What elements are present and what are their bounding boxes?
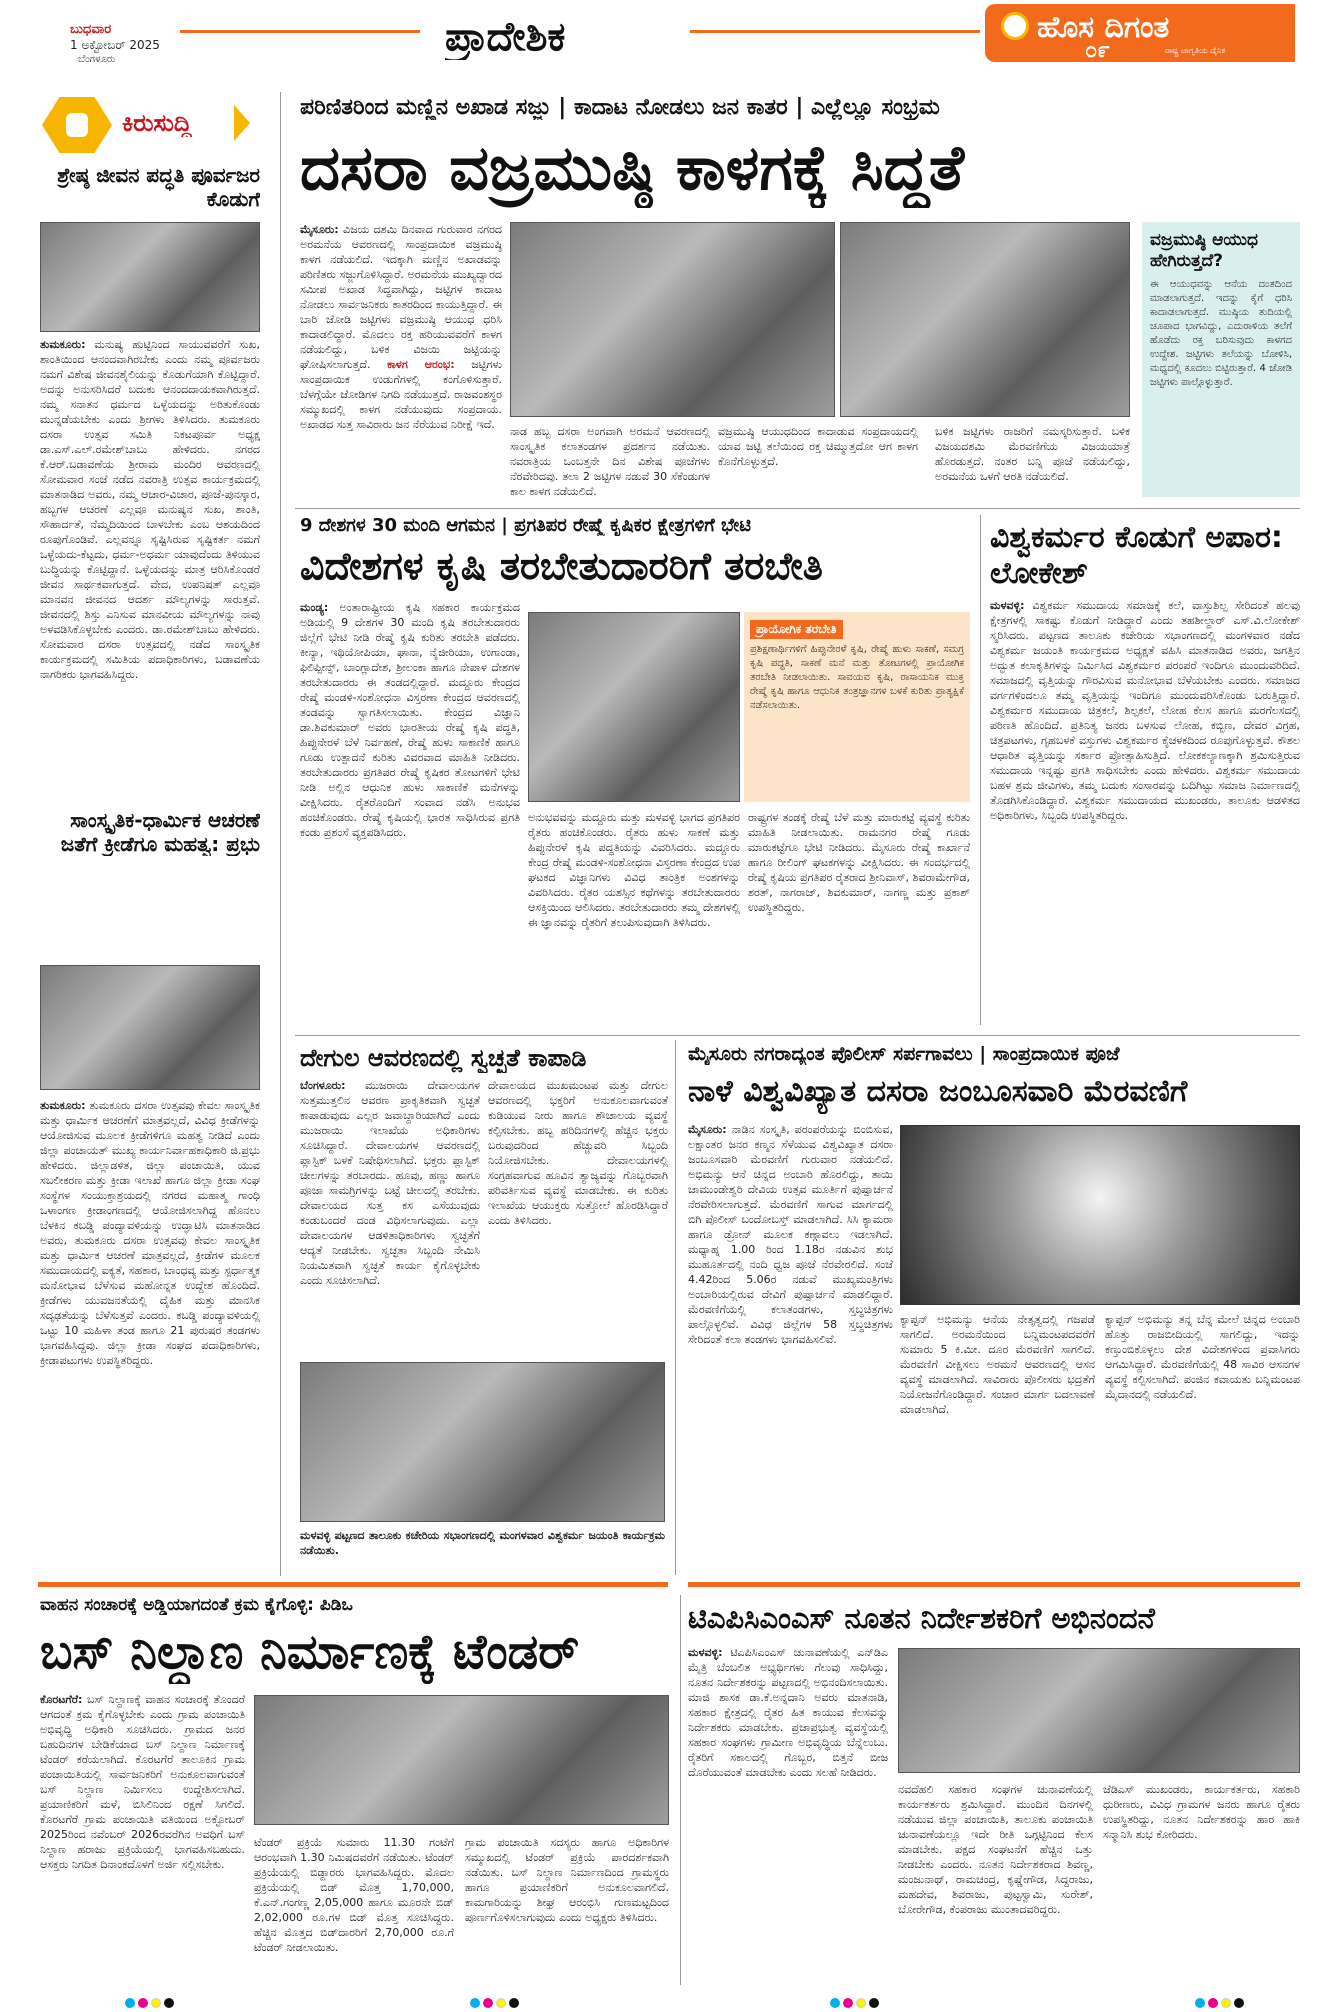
lead-caption-2: ವಜ್ರಮುಷ್ಠಿ ಆಯುಧದಿಂದ ಕಾದಾಡುವ ಸಂಪ್ರದಾಯದಲ್ಲಿ ಯಾವ ಜಟ್ಟಿ ತಲೆಯಿಂದ ರಕ್ತ ಚಿಮ್ಮುತ್ತದೋ ಆಗ ಕಾಳಗ ಕೊನೆಗೊಳ್ಳುತ್ತದೆ.: [718, 425, 918, 468]
registration-marks-left: [125, 1993, 177, 2012]
masthead-city: ಬೆಂಗಳೂರು: [78, 54, 116, 65]
temple-dateline: ಬೆಂಗಳೂರು:: [300, 1079, 346, 1092]
paper-brand-block: [985, 4, 1295, 62]
jamboo-photo: [900, 1125, 1300, 1305]
temple-caption: ಮಳವಳ್ಳಿ ಪಟ್ಟಣದ ತಾಲೂಕು ಕಚೇರಿಯ ಸಭಾಂಗಣದಲ್ಲಿ ಮಂಗಳವಾರ ವಿಶ್ವಕರ್ಮ ಜಯಂತಿ ಕಾರ್ಯಕ್ರಮ ನಡೆಯಿತು.: [300, 1529, 665, 1557]
foreign-body-text: ಅಂತಾರಾಷ್ಟ್ರೀಯ ಕೃಷಿ ಸಹಕಾರ ಕಾರ್ಯಕ್ರಮದ ಅಡಿಯಲ್ಲಿ 9 ದೇಶಗಳ 30 ಮಂದಿ ಕೃಷಿ ತರಬೇತುದಾರರು ಜಿಲ್ಲೆಗೆ ಭೇಟಿ ನೀಡಿ ರೇಷ್ಮೆ ಕೃಷಿ ಕುರಿತು ತರಬೇತಿ ಪಡೆದರು. ಕೀನ್ಯಾ, ಇಥಿಯೋಪಿಯಾ, ಘಾನಾ, ನೈಜೀರಿಯಾ, ಉಗಾಂಡಾ, ಫಿಲಿಪ್ಪೀನ್ಸ್, ಬಾಂಗ್ಲಾದೇಶ, ಶ್ರೀಲಂಕಾ ಹಾಗೂ ನೇಪಾಳ ದೇಶಗಳ ತರಬೇತುದಾರರು ಈ ತಂಡದಲ್ಲಿದ್ದಾರೆ. ಮದ್ದೂರು ಕೇಂದ್ರದ ರೇಷ್ಮೆ ಮಂಡಳಿ-ಸಂಶೋಧನಾ ವಿಸ್ತರಣಾ ಕೇಂದ್ರದ ಆವರಣದಲ್ಲಿ ತಂಡವನ್ನು ಸ್ವಾಗತಿಸಲಾಯಿತು. ಕೇಂದ್ರದ ವಿಜ್ಞಾನಿ ಡಾ.ಶಿವಕುಮಾರ್ ಅವರು ಭಾರತೀಯ ರೇಷ್ಮೆ ಕೃಷಿ ಪದ್ಧತಿ, ಹಿಪ್ಪುನೇರಳೆ ಬೆಳೆ ನಿರ್ವಹಣೆ, ರೇಷ್ಮೆ ಹುಳು ಸಾಕಾಣಿಕೆ ಹಾಗೂ ಗೂಡು ಉತ್ಪಾದನೆ ಕುರಿತು ವಿವರವಾದ ಮಾಹಿತಿ ನೀಡಿದರು. ತರಬೇತುದಾರರು ಪ್ರಗತಿಪರ ರೇಷ್ಮೆ ಕೃಷಿಕರ ತೋಟಗಳಿಗೆ ಭೇಟಿ ನೀಡಿ ಅಲ್ಲಿನ ಆಧುನಿಕ ಹುಳು ಸಾಕಾಣಿಕೆ ಮನೆಗಳನ್ನು ವೀಕ್ಷಿಸಿದರು. ರೈತರೊಂದಿಗೆ ಸಂವಾದ ನಡೆಸಿ ಅನುಭವ ಹಂಚಿಕೊಂಡರು. ರೇಷ್ಮೆ ಕೃಷಿಯಲ್ಲಿ ಭಾರತ ಸಾಧಿಸಿರುವ ಪ್ರಗತಿ ಕಂಡು ಪ್ರಶಂಸೆ ವ್ಯಕ್ತಪಡಿಸಿದರು.: [300, 601, 520, 839]
section-title: ಪ್ರಾದೇಶಿಕ: [445, 14, 566, 60]
hand-icon: [42, 97, 112, 153]
jamboo-kicker: ಮೈಸೂರು ನಗರಾದ್ಯಂತ ಪೊಲೀಸ್ ಸರ್ಪಗಾವಲು | ಸಾಂಪ್ರದಾಯಿಕ ಪೂಜೆ: [688, 1043, 1120, 1065]
lead-kicker: ಪರಿಣಿತರಿಂದ ಮಣ್ಣಿನ ಅಖಾಡ ಸಜ್ಜು | ಕಾದಾಟ ನೋಡಲು ಜನ ಕಾತರ | ಎಲ್ಲೆಲ್ಲೂ ಸಂಭ್ರಮ: [300, 95, 940, 120]
bus-body3: ಗ್ರಾಮ ಪಂಚಾಯಿತಿ ಸದಸ್ಯರು ಹಾಗೂ ಅಧಿಕಾರಿಗಳ ಸಮ್ಮುಖದಲ್ಲಿ ಟೆಂಡರ್ ಪ್ರಕ್ರಿಯೆ ಪಾರದರ್ಶಕವಾಗಿ ನಡೆಯಿತು. ಬಸ್ ನಿಲ್ದಾಣ ನಿರ್ಮಾಣದಿಂದ ಗ್ರಾಮಸ್ಥರು ಹಾಗೂ ಪ್ರಯಾಣಿಕರಿಗೆ ಅನುಕೂಲವಾಗಲಿದೆ. ಕಾಮಗಾರಿಯನ್ನು ಶೀಘ್ರ ಆರಂಭಿಸಿ ಗುಣಮಟ್ಟದಿಂದ ಪೂರ್ಣಗೊಳಿಸಲಾಗುವುದು ಎಂದು ಅಧ್ಯಕ್ಷರು ತಿಳಿಸಿದರು.: [465, 1836, 669, 1924]
tapcms-body3: ಜೆಡಿಎಸ್ ಮುಖಂಡರು, ಕಾರ್ಯಕರ್ತರು, ಸಹಕಾರಿ ಧುರೀಣರು, ವಿವಿಧ ಗ್ರಾಮಗಳ ಜನರು ಹಾಗೂ ರೈತರು ಉಪಸ್ಥಿತರಿದ್ದು, ನೂತನ ನಿರ್ದೇಶಕರನ್ನು ಹಾರ ಹಾಕಿ ಸನ್ಮಾನಿಸಿ ಶುಭ ಕೋರಿದರು.: [1103, 1783, 1300, 1841]
column-rule-4: [680, 1595, 681, 1985]
bus-photo: [254, 1695, 669, 1825]
masthead-date: 1 ಅಕ್ಟೋಬರ್ 2025: [70, 38, 160, 52]
bus-headline: ಬಸ್ ನಿಲ್ದಾಣ ನಿರ್ಮಾಣಕ್ಕೆ ಟೆಂಡರ್: [40, 1624, 580, 1680]
foreign-dateline: ಮಂಡ್ಯ:: [300, 601, 329, 614]
paper-tagline: ರಾಷ್ಟ್ರ ಜಾಗೃತಿಯ ದೈನಿಕ: [1165, 46, 1226, 55]
page-number: ೦೯: [1085, 38, 1110, 63]
foreign-box-body: ಪ್ರಶಿಕ್ಷಣಾರ್ಥಿಗಳಿಗೆ ಹಿಪ್ಪುನೇರಳೆ ಕೃಷಿ, ರೇಷ್ಮೆ ಹುಳು ಸಾಕಣೆ, ಸಮಗ್ರ ಕೃಷಿ ಪದ್ಧತಿ, ಸಾಕಣೆ ಮನೆ ಮತ್ತು ತೋಟಗಳಲ್ಲಿ ಪ್ರಾಯೋಗಿಕ ತರಬೇತಿ ನೀಡಲಾಯಿತು. ಸಾವಯವ ಕೃಷಿ, ರಾಸಾಯನಿಕ ಮುಕ್ತ ರೇಷ್ಮೆ ಕೃಷಿ ಹಾಗೂ ಆಧುನಿಕ ತಂತ್ರಜ್ಞಾನಗಳ ಬಳಕೆ ಕುರಿತು ಪ್ರಾತ್ಯಕ್ಷಿಕೆ ನಡೆಸಲಾಯಿತು.: [750, 644, 964, 711]
foreign-kicker: 9 ದೇಶಗಳ 30 ಮಂದಿ ಆಗಮನ | ಪ್ರಗತಿಪರ ರೇಷ್ಮೆ ಕೃಷಿಕರ ಕ್ಷೇತ್ರಗಳಿಗೆ ಭೇಟಿ: [300, 515, 751, 536]
paper-logo-icon: [1001, 12, 1029, 40]
vishwakarma-headline: ವಿಶ್ವಕರ್ಮರ ಕೊಡುಗೆ ಅಪಾರ: ಲೋಕೇಶ್: [990, 520, 1283, 591]
jamboo-body: [688, 1122, 893, 1567]
foreign-body2: ಅನುಭವವನ್ನು ಮದ್ದೂರು ಮತ್ತು ಮಳವಳ್ಳಿ ಭಾಗದ ಪ್ರಗತಿಪರ ರೈತರು ಹಂಚಿಕೊಂಡರು. ರೈತರು ಹುಳು ಸಾಕಣೆ ಮತ್ತು ಹಿಪ್ಪುನೇರಳೆ ಕೃಷಿ ಪದ್ಧತಿಯನ್ನು ವಿವರಿಸಿದರು. ಮದ್ದೂರು ಕೇಂದ್ರ ರೇಷ್ಮೆ ಮಂಡಳಿ-ಸಂಶೋಧನಾ ವಿಸ್ತರಣಾ ಕೇಂದ್ರದ ಉಪ ಘಟಕದ ವಿಜ್ಞಾನಿಗಳು ವಿವಿಧ ತಾಂತ್ರಿಕ ಅಂಶಗಳನ್ನು ವಿವರಿಸಿದರು. ರೈತರ ಯಶಸ್ಸಿನ ಕಥೆಗಳನ್ನು ತರಬೇತುದಾರರು ಆಸಕ್ತಿಯಿಂದ ಆಲಿಸಿದರು. ತರಬೇತುದಾರರು ತಮ್ಮ ದೇಶಗಳಲ್ಲಿ ಈ ಜ್ಞಾನವನ್ನು ರೈತರಿಗೆ ತಲುಪಿಸುವುದಾಗಿ ತಿಳಿಸಿದರು.: [528, 811, 740, 929]
foreign-photo: [528, 612, 740, 802]
lead-photo-1: [510, 222, 835, 417]
kirusuddi-story1-text: ಮನುಷ್ಯ ಹುಟ್ಟಿನಿಂದ ಸಾಯುವವರೆಗೆ ಸುಖ, ಶಾಂತಿಯಿಂದ ಆನಂದವಾಗಿರಬೇಕು ಎಂದು ನಮ್ಮ ಪೂರ್ವಜರು ನಮಗೆ ವಿಶೇಷ ಜೀವನಶೈಲಿಯನ್ನು ಕೊಡುಗೆಯಾಗಿ ಕೊಟ್ಟಿದ್ದಾರೆ. ಅದನ್ನು ಅನುಸರಿಸಿದರೆ ಬದುಕು ಆನಂದದಾಯಕವಾಗಿರುತ್ತದೆ. ನಮ್ಮ ಸನಾತನ ಧರ್ಮದ ಒಳ್ಳೆಯದನ್ನು ಅರಿತುಕೊಂಡು ಮುನ್ನಡೆಯಬೇಕು ಎಂದು ಶ್ರೀಗಳು ತಿಳಿಸಿದರು. ತುಮಕೂರು ದಸರಾ ಉತ್ಸವ ಸಮಿತಿ ನಿಕಟಪೂರ್ವ ಅಧ್ಯಕ್ಷ ಡಾ.ಎಸ್.ಎಲ್.ರಮೇಶ್‌ಬಾಬು ಹೇಳಿದರು. ನಗರದ ಕೆ.ಆರ್.ಬಡಾವಣೆಯ ಶ್ರೀರಾಮ ಮಂದಿರ ಆವರಣದಲ್ಲಿ ಸೋಮವಾರ ಸಂಜೆ ನಡೆದ ನವರಾತ್ರಿ ಉತ್ಸವ ಕಾರ್ಯಕ್ರಮದಲ್ಲಿ ಮಾತನಾಡಿದ ಅವರು, ನಮ್ಮ ಆಚಾರ-ವಿಚಾರ, ಪೂಜೆ-ಪುನಸ್ಕಾರ, ಹಬ್ಬಗಳ ಆಚರಣೆ ಎಲ್ಲವೂ ಮನುಷ್ಯನ ಸುಖ, ಶಾಂತಿ, ಸೌಹಾರ್ದತೆ, ನೆಮ್ಮದಿಯಿಂದ ಬಾಳಬೇಕು ಎಂಬ ಆಶಯದಿಂದ ರೂಪುಗೊಂಡಿವೆ. ಎಲ್ಲವನ್ನೂ ಸೃಷ್ಟಿಸಿರುವ ಸೃಷ್ಟಿಕರ್ತ ನಮಗೆ ಒಳ್ಳೆಯದು-ಕೆಟ್ಟದು, ಧರ್ಮ-ಅಧರ್ಮ ಯಾವುದೆಂದು ತಿಳಿಯುವ ಬುದ್ಧಿಯನ್ನು ಕೊಟ್ಟಿದ್ದಾನೆ. ಒಳ್ಳೆಯದನ್ನು ಮಾತ್ರ ಆರಿಸಿಕೊಂಡರೆ ಜೀವನ ಸಾರ್ಥಕವಾಗುತ್ತದೆ. ವೇದ, ಉಪನಿಷತ್ ಎಲ್ಲವೂ ಮಾನವನ ಜೀವನದ ಆದರ್ಶ ಮೌಲ್ಯಗಳನ್ನು ಸಾರುತ್ತವೆ. ಜೀವನದಲ್ಲಿ ಶಿಸ್ತು ಎನಿಸುವ ಮಾನವೀಯ ಮೌಲ್ಯಗಳನ್ನು ನಾವು ಅಳವಡಿಸಿಕೊಳ್ಳಬೇಕು ಎಂದರು. ಡಾ.ರಮೇಶ್‌ಬಾಬು ಹೇಳಿದರು. ಸೋಮವಾರ ದಸರಾ ಉತ್ಸವದಲ್ಲಿ ನಡೆದ ಸಾಂಸ್ಕೃತಿಕ ಕಾರ್ಯಕ್ರಮದಲ್ಲಿ ಸಮಿತಿಯ ಪದಾಧಿಕಾರಿಗಳು, ಬಡಾವಣೆಯ ನಾಗರಿಕರು ಭಾಗವಹಿಸಿದ್ದರು.: [40, 338, 260, 681]
lead-sidebar-body: ಈ ಆಯುಧವನ್ನು ಆನೆಯ ದಂತದಿಂದ ಮಾಡಲಾಗುತ್ತದೆ. ಇದನ್ನು ಕೈಗೆ ಧರಿಸಿ ಕಾದಾಡಲಾಗುತ್ತದೆ. ಮುಷ್ಠಿಯ ತುದಿಯಲ್ಲಿ ಚೂಪಾದ ಭಾಗವಿದ್ದು, ಎದುರಾಳಿಯ ತಲೆಗೆ ಹೊಡೆದು ರಕ್ತ ಬರಿಸುವುದು ಕಾಳಗದ ಉದ್ದೇಶ. ಜಟ್ಟಿಗಳು ತಲೆಯನ್ನು ಬೋಳಿಸಿ, ಮಧ್ಯದಲ್ಲಿ ಕೂದಲು ಬಿಟ್ಟಿರುತ್ತಾರೆ. 4 ಜೋಡಿ ಜಟ್ಟಿಗಳು ಪಾಲ್ಗೊಳ್ಳುತ್ತಾರೆ.: [1150, 279, 1292, 388]
kirusuddi-brand: [38, 95, 260, 155]
tapcms-dateline: ಮಳವಳ್ಳಿ:: [688, 1646, 723, 1659]
column-rule-2: [980, 515, 981, 1025]
temple-photo: [300, 1362, 665, 1522]
jamboo-dateline: ಮೈಸೂರು:: [688, 1123, 727, 1136]
kirusuddi-story2-headline: ಸಾಂಸ್ಕೃತಿಕ-ಧಾರ್ಮಿಕ ಆಚರಣೆ ಜತೆಗೆ ಕ್ರೀಡೆಗೂ ಮಹತ್ವ: ಪ್ರಭು: [60, 808, 260, 856]
registration-marks-center: [470, 1993, 522, 2012]
foreign-box-title: ಪ್ರಾಯೋಗಿಕ ತರಬೇತಿ: [750, 620, 843, 639]
bottom-rule-left: [38, 1582, 668, 1587]
vishwakarma-dateline: ಮಳವಳ್ಳಿ:: [990, 599, 1025, 612]
column-rule-3: [675, 1040, 676, 1575]
bus-dateline: ಕೊರಟಗೆರೆ:: [40, 1693, 83, 1706]
temple-text: ಮುಜರಾಯಿ ದೇವಾಲಯಗಳ ಸುತ್ತಮುತ್ತಲಿನ ಆವರಣ ಪ್ರಾಕೃತಿಕವಾಗಿ ಸ್ವಚ್ಛತೆ ಕಾಪಾಡುವುದು ಎಲ್ಲರ ಜವಾಬ್ದಾರಿಯಾಗಿದೆ ಎಂದು ಮುಜರಾಯಿ ಇಲಾಖೆಯ ಅಧಿಕಾರಿಗಳು ಸೂಚಿಸಿದ್ದಾರೆ. ದೇವಾಲಯಗಳ ಆವರಣದಲ್ಲಿ ಪ್ಲಾಸ್ಟಿಕ್ ಬಳಕೆ ನಿಷೇಧಿಸಲಾಗಿದೆ. ಭಕ್ತರು ಪ್ಲಾಸ್ಟಿಕ್ ಚೀಲಗಳನ್ನು ತರಬಾರದು. ಹೂವು, ಹಣ್ಣು ಹಾಗೂ ಪೂಜಾ ಸಾಮಗ್ರಿಗಳನ್ನು ಬಟ್ಟೆ ಚೀಲದಲ್ಲಿ ತರಬೇಕು. ದೇವಾಲಯದ ಸುತ್ತ ಕಸ ಎಸೆಯುವುದು ಕಂಡುಬಂದರೆ ದಂಡ ವಿಧಿಸಲಾಗುವುದು. ಎಲ್ಲಾ ದೇವಾಲಯಗಳ ಆಡಳಿತಾಧಿಕಾರಿಗಳು ಸ್ವಚ್ಛತೆಗೆ ಆದ್ಯತೆ ನೀಡಬೇಕು. ಸ್ವಚ್ಛತಾ ಸಿಬ್ಬಂದಿ ನೇಮಿಸಿ ನಿಯಮಿತವಾಗಿ ಸ್ವಚ್ಛತೆ ಕಾರ್ಯ ಕೈಗೊಳ್ಳಬೇಕು ಎಂದು ಸೂಚಿಸಲಾಗಿದೆ.: [300, 1079, 480, 1287]
lead-sidebar-box: [1142, 222, 1300, 497]
tapcms-body: [688, 1645, 888, 1982]
lead-caption-1: ನಾಡ ಹಬ್ಬ ದಸರಾ ಅಂಗವಾಗಿ ಅರಮನೆ ಆವರಣದಲ್ಲಿ ಸಾಂಸ್ಕೃತಿಕ ಕಲಾತಂಡಗಳ ಪ್ರದರ್ಶನ ನಡೆಯಿತು. ನವರಾತ್ರಿಯ ಒಂಬತ್ತನೇ ದಿನ ವಿಶೇಷ ಪೂಜೆಗಳು ನೆರವೇರಿದವು. ತಲಾ 2 ಜಟ್ಟಿಗಳ ನಡುವೆ 30 ಸೆಕೆಂಡುಗಳ ಕಾಲ ಕಾಳಗ ನಡೆಯಲಿದೆ.: [510, 425, 710, 498]
lead-headline: ದಸರಾ ವಜ್ರಮುಷ್ಠಿ ಕಾಳಗಕ್ಕೆ ಸಿದ್ಧತೆ: [300, 131, 965, 204]
kirusuddi-label: ಕಿರುಸುದ್ದಿ: [122, 109, 192, 137]
kirusuddi-story1-headline: ಶ್ರೇಷ್ಠ ಜೀವನ ಪದ್ಧತಿ ಪೂರ್ವಜರ ಕೊಡುಗೆ: [57, 163, 260, 211]
tapcms-body2: ನವದೆಹಲಿ ಸಹಕಾರ ಸಂಘಗಳ ಚುನಾವಣೆಯಲ್ಲಿ ಕಾರ್ಯಕರ್ತರು ಶ್ರಮಿಸಿದ್ದಾರೆ. ಮುಂದಿನ ದಿನಗಳಲ್ಲಿ ನಡೆಯುವ ಜಿಲ್ಲಾ ಪಂಚಾಯಿತಿ, ತಾಲೂಕು ಪಂಚಾಯಿತಿ ಚುನಾವಣೆಯಲ್ಲೂ ಇದೇ ರೀತಿ ಒಗ್ಗಟ್ಟಿನಿಂದ ಕೆಲಸ ಮಾಡಬೇಕು. ಪಕ್ಷದ ಸಂಘಟನೆಗೆ ಹೆಚ್ಚಿನ ಒತ್ತು ನೀಡಬೇಕು ಎಂದರು. ನೂತನ ನಿರ್ದೇಶಕರಾದ ಶಿವಣ್ಣ, ಮಂಜುನಾಥ್, ರಾಮಚಂದ್ರ, ಕೃಷ್ಣೇಗೌಡ, ಸಿದ್ದರಾಜು, ಮಹದೇವ, ಶಿವರಾಜು, ಪುಟ್ಟಸ್ವಾಮಿ, ಸುರೇಶ್, ಬೋರೇಗೌಡ, ಕೆಂಪರಾಜು ಮುಂತಾದವರಿದ್ದರು.: [898, 1783, 1093, 1916]
bus-body2: ಟೆಂಡರ್ ಪ್ರಕ್ರಿಯೆ ಸುಮಾರು 11.30 ಗಂಟೆಗೆ ಆರಂಭವಾಗಿ 1.30 ನಿಮಿಷದವರೆಗೆ ನಡೆಯಿತು. ಟೆಂಡರ್ ಪ್ರಕ್ರಿಯೆಯಲ್ಲಿ ಬಿಡ್ದಾರರು ಭಾಗವಹಿಸಿದ್ದರು. ಮೊದಲ ಪ್ರಕ್ರಿಯೆಯಲ್ಲಿ ಬಿಡ್ ಮೊತ್ತ 1,70,000, ಕೆ.ಎನ್.ಗಂಗಣ್ಣ 2,05,000 ಹಾಗೂ ಮೂರನೇ ಬಿಡ್ 2,02,000 ರೂ.ಗಳ ಬಿಡ್ ಮೊತ್ತ ಸೂಚಿಸಿದ್ದರು. ಹೆಚ್ಚಿನ ಮೊತ್ತದ ಬಿಡ್‌ದಾರರಿಗೆ 2,70,000 ರೂ.ಗೆ ಟೆಂಡರ್ ನೀಡಲಾಯಿತು.: [254, 1836, 454, 1954]
temple-headline: ದೇಗುಲ ಆವರಣದಲ್ಲಿ ಸ್ವಚ್ಛತೆ ಕಾಪಾಡಿ: [300, 1044, 587, 1072]
masthead-rule-right: [690, 30, 980, 33]
vishwakarma-body: [990, 598, 1300, 1026]
bottom-rule-right: [688, 1582, 1300, 1587]
lead-body2-text: ಜಟ್ಟಿಗಳು ಸಾಂಪ್ರದಾಯಿಕ ಉಡುಗೆಗಳಲ್ಲಿ ಕಂಗೊಳಿಸುತ್ತಾರೆ. ಬೆಳಗ್ಗೆಯೇ ಜೋಡಿಗಳ ನಿಗದಿ ನಡೆಯುತ್ತದೆ. ರಾಜವಂಶಸ್ಥರ ಸಮ್ಮುಖದಲ್ಲಿ ಕಾಳಗ ನಡೆಯುವುದು ಸಂಪ್ರದಾಯ. ಅಖಾಡದ ಸುತ್ತ ಸಾವಿರಾರು ಜನ ನೆರೆಯುವ ನಿರೀಕ್ಷೆ ಇದೆ.: [300, 358, 502, 431]
masthead: [0, 0, 1339, 65]
tapcms-text: ಟಿಎಪಿಸಿಎಂಎಸ್ ಚುನಾವಣೆಯಲ್ಲಿ ಎನ್‌ಡಿಎ ಮೈತ್ರಿ ಬೆಂಬಲಿತ ಅಭ್ಯರ್ಥಿಗಳು ಗೆಲುವು ಸಾಧಿಸಿದ್ದು, ನೂತನ ನಿರ್ದೇಶಕರನ್ನು ಪಟ್ಟಣದಲ್ಲಿ ಅಭಿನಂದಿಸಲಾಯಿತು. ಮಾಜಿ ಶಾಸಕ ಡಾ.ಕೆ.ಅನ್ನದಾನಿ ಅವರು ಮಾತನಾಡಿ, ಸಹಕಾರ ಕ್ಷೇತ್ರದಲ್ಲಿ ರೈತರ ಹಿತ ಕಾಯುವ ಕೆಲಸವನ್ನು ನಿರ್ದೇಶಕರು ಮಾಡಬೇಕು. ಪ್ರಜಾಪ್ರಭುತ್ವ ವ್ಯವಸ್ಥೆಯಲ್ಲಿ ಸಹಕಾರ ಸಂಘಗಳು ಗ್ರಾಮೀಣ ಅಭಿವೃದ್ಧಿಯ ಬೆನ್ನೆಲುಬು. ರೈತರಿಗೆ ಸಕಾಲದಲ್ಲಿ ಗೊಬ್ಬರ, ಬಿತ್ತನೆ ಬೀಜ ದೊರೆಯುವಂತೆ ಮಾಡಬೇಕು ಎಂದು ಸಲಹೆ ನೀಡಿದರು.: [688, 1646, 888, 1779]
kirusuddi-story2-dateline: ತುಮಕೂರು:: [40, 1099, 86, 1112]
lead-sidebar-title: ವಜ್ರಮುಷ್ಠಿ ಆಯುಧ ಹೇಗಿರುತ್ತದೆ?: [1150, 230, 1258, 271]
foreign-body: [300, 600, 520, 1030]
lead-photo-2: [840, 222, 1130, 417]
registration-marks-far-right: [1195, 1993, 1247, 2012]
tapcms-headline: ಟಿಎಪಿಸಿಎಂಎಸ್ ನೂತನ ನಿರ್ದೇಶಕರಿಗೆ ಅಭಿನಂದನೆ: [688, 1601, 1155, 1635]
column-rule: [280, 92, 281, 1576]
jamboo-body2: ಕ್ಯಾಪ್ಟನ್ ಅಭಿಮನ್ಯು ಆನೆಯ ನೇತೃತ್ವದಲ್ಲಿ ಗಜಪಡೆ ಸಾಗಲಿದೆ. ಅರಮನೆಯಿಂದ ಬನ್ನಿಮಂಟಪದವರೆಗೆ ಸುಮಾರು 5 ಕಿ.ಮೀ. ದೂರ ಮೆರವಣಿಗೆ ಸಾಗಲಿದೆ. ಮೆರವಣಿಗೆ ವೀಕ್ಷಿಸಲು ಅರಮನೆ ಆವರಣದಲ್ಲಿ ಆಸನ ವ್ಯವಸ್ಥೆ ಮಾಡಲಾಗಿದೆ. ಸಾವಿರಾರು ಪೊಲೀಸರು ಭದ್ರತೆಗೆ ನಿಯೋಜನೆಗೊಂಡಿದ್ದಾರೆ. ಸಂಚಾರ ಮಾರ್ಗ ಬದಲಾವಣೆ ಮಾಡಲಾಗಿದೆ.: [900, 1313, 1095, 1416]
lead-caption-3: ಬಳಿಕ ಜಟ್ಟಿಗಳು ರಾಜರಿಗೆ ನಮಸ್ಕರಿಸುತ್ತಾರೆ. ಬಳಿಕ ವಿಜಯದಶಮಿ ಮೆರವಣಿಗೆಯ ವಿಜಯಯಾತ್ರೆ ಹೊರಡುತ್ತದೆ. ನಂತರ ಬನ್ನಿ ಪೂಜೆ ನಡೆಯಲಿದ್ದು, ಅರಮನೆಯ ಒಳಗೆ ಆರತಿ ನಡೆಯಲಿದೆ.: [935, 425, 1130, 483]
jamboo-text: ನಾಡಿನ ಸಂಸ್ಕೃತಿ, ಪರಂಪರೆಯನ್ನು ಬಿಂಬಿಸುವ, ಲಕ್ಷಾಂತರ ಜನರ ಕಣ್ಮನ ಸೆಳೆಯುವ ವಿಶ್ವವಿಖ್ಯಾತ ದಸರಾ ಜಂಬೂಸವಾರಿ ಮೆರವಣಿಗೆ ಗುರುವಾರ ನಡೆಯಲಿದೆ. ಅಭಿಮನ್ಯು ಆನೆ ಚಿನ್ನದ ಅಂಬಾರಿ ಹೊರಲಿದ್ದು, ತಾಯಿ ಚಾಮುಂಡೇಶ್ವರಿ ದೇವಿಯ ಉತ್ಸವ ಮೂರ್ತಿಗೆ ಪುಷ್ಪಾರ್ಚನೆ ನೆರವೇರಿಸಲಾಗುತ್ತದೆ. ಮೆರವಣಿಗೆ ಸಾಗುವ ಮಾರ್ಗದಲ್ಲಿ ಬಿಗಿ ಪೊಲೀಸ್ ಬಂದೋಬಸ್ತ್ ಮಾಡಲಾಗಿದೆ. ಸಿಸಿ ಕ್ಯಾಮರಾ ಹಾಗೂ ಡ್ರೋನ್ ಮೂಲಕ ಕಣ್ಗಾವಲು ಇಡಲಾಗಿದೆ. ಮಧ್ಯಾಹ್ನ 1.00 ರಿಂದ 1.18ರ ನಡುವಿನ ಶುಭ ಮುಹೂರ್ತದಲ್ಲಿ ನಂದಿ ಧ್ವಜ ಪೂಜೆ ನೆರವೇರಲಿದೆ. ಸಂಜೆ 4.42ರಿಂದ 5.06ರ ನಡುವೆ ಮುಖ್ಯಮಂತ್ರಿಗಳು ಅಂಬಾರಿಯಲ್ಲಿರುವ ದೇವಿಗೆ ಪುಷ್ಪಾರ್ಚನೆ ಮಾಡಲಿದ್ದಾರೆ. ಮೆರವಣಿಗೆಯಲ್ಲಿ ಕಲಾತಂಡಗಳು, ಸ್ತಬ್ಧಚಿತ್ರಗಳು ಪಾಲ್ಗೊಳ್ಳಲಿವೆ. ವಿವಿಧ ಜಿಲ್ಲೆಗಳ 58 ಸ್ತಬ್ಧಚಿತ್ರಗಳು ಸೇರಿದಂತೆ ಕಲಾ ತಂಡಗಳು ಭಾಗವಹಿಸಲಿವೆ.: [688, 1123, 893, 1346]
kirusuddi-photo2: [40, 965, 260, 1090]
lead-subhead: ಕಾಳಗ ಆರಂಭ:: [387, 358, 455, 371]
temple-body: [300, 1078, 480, 1348]
foreign-headline: ವಿದೇಶಗಳ ಕೃಷಿ ತರಬೇತುದಾರರಿಗೆ ತರಬೇತಿ: [300, 544, 823, 588]
lead-dateline: ಮೈಸೂರು:: [300, 223, 339, 236]
foreign-body3: ರಾಷ್ಟ್ರಗಳ ತಂಡಕ್ಕೆ ರೇಷ್ಮೆ ಬೆಳೆ ಮತ್ತು ಮಾರುಕಟ್ಟೆ ವ್ಯವಸ್ಥೆ ಕುರಿತು ಮಾಹಿತಿ ನೀಡಲಾಯಿತು. ರಾಮನಗರ ರೇಷ್ಮೆ ಗೂಡು ಮಾರುಕಟ್ಟೆಗೂ ಭೇಟಿ ನೀಡಿದರು. ಮೈಸೂರು ರೇಷ್ಮೆ ಕಾರ್ಖಾನೆ ಹಾಗೂ ರೀಲಿಂಗ್ ಘಟಕಗಳನ್ನು ವೀಕ್ಷಿಸಿದರು. ಈ ಸಂದರ್ಭದಲ್ಲಿ ರೇಷ್ಮೆ ಕೃಷಿಯ ಪ್ರಗತಿಪರ ರೈತರಾದ ಶ್ರೀನಿವಾಸ್, ಶಿವರಾಮೇಗೌಡ, ಶರತ್, ನಾಗರಾಜ್, ಶಿವಕುಮಾರ್, ನಾಗಣ್ಣ ಮತ್ತು ಪ್ರಕಾಶ್ ಉಪಸ್ಥಿತರಿದ್ದರು.: [748, 811, 970, 914]
paper-name: ಹೊಸ ದಿಗಂತ: [1037, 10, 1170, 45]
foreign-practical-box: [744, 612, 970, 802]
registration-marks-right: [830, 1993, 882, 2012]
vishwakarma-text: ವಿಶ್ವಕರ್ಮ ಸಮುದಾಯ ಸಮಾಜಕ್ಕೆ ಕಲೆ, ವಾಸ್ತುಶಿಲ್ಪ ಸೇರಿದಂತೆ ಹಲವು ಕ್ಷೇತ್ರಗಳಲ್ಲಿ ಸಾಕಷ್ಟು ಕೊಡುಗೆ ನೀಡಿದ್ದಾರೆ ಎಂದು ತಹಶೀಲ್ದಾರ್ ಎಸ್.ವಿ.ಲೋಕೇಶ್ ಸ್ಮರಿಸಿದರು. ಪಟ್ಟಣದ ತಾಲೂಕು ಕಚೇರಿಯ ಸಭಾಂಗಣದಲ್ಲಿ ಮಂಗಳವಾರ ನಡೆದ ವಿಶ್ವಕರ್ಮ ಜಯಂತಿ ಕಾರ್ಯಕ್ರಮದ ಅಧ್ಯಕ್ಷತೆ ವಹಿಸಿ ಮಾತನಾಡಿದ ಅವರು, ಜಗತ್ತಿನ ಅದ್ಭುತ ಕಲಾಕೃತಿಗಳನ್ನು ನಿರ್ಮಿಸಿದ ವಿಶ್ವಕರ್ಮರ ಪರಂಪರೆ ಇಂದಿಗೂ ಮುಂದುವರಿದಿದೆ. ಸಮಾಜದಲ್ಲಿ ವೃತ್ತಿಯನ್ನು ಗೌರವಿಸುವ ಮನೋಭಾವ ಬೆಳೆಯಬೇಕು ಎಂದರು. ಸಮಾಜದ ವರ್ಗಗಳಿಂದಲೂ ತಮ್ಮ ವೃತ್ತಿಯನ್ನು ಇಂದಿಗೂ ಮುಂದುವರಿಸಿಕೊಂಡು ಬರುತ್ತಿದ್ದಾರೆ. ವಿಶ್ವಕರ್ಮರ ಸಮುದಾಯ ಚಿತ್ರಕಲೆ, ಶಿಲ್ಪಕಲೆ, ಲೋಹ ಕೆಲಸ ಹಾಗೂ ಮರಗೆಲಸದಲ್ಲಿ ಪರಿಣತಿ ಹೊಂದಿದೆ. ಪ್ರತಿನಿತ್ಯ ಜನರು ಬಳಸುವ ಲೋಹ, ಕಬ್ಬಿಣ, ದೇವರ ವಿಗ್ರಹ, ಚಿತ್ರಪಟಗಳು, ಗೃಹಬಳಕೆ ವಸ್ತುಗಳು ವಿಶ್ವಕರ್ಮರ ಕೈಚಳಕದಿಂದ ರೂಪುಗೊಳ್ಳುತ್ತವೆ. ಕೌಶಲ ಆಧಾರಿತ ವೃತ್ತಿಯನ್ನು ಸರ್ಕಾರ ಪ್ರೋತ್ಸಾಹಿಸುತ್ತಿದೆ. ಲೋಕಕಲ್ಯಾಣಕ್ಕಾಗಿ ಶ್ರಮಿಸುತ್ತಿರುವ ಸಮುದಾಯ ಇನ್ನಷ್ಟು ಪ್ರಗತಿ ಸಾಧಿಸಬೇಕು ಎಂದು ಹೇಳಿದರು. ವಿಶ್ವಕರ್ಮ ಸಮುದಾಯ ಬಹಳ ಶ್ರಮ ಜೀವಿಗಳು, ತಮ್ಮ ಬದುಕು ಸಂಸಾರವನ್ನು ಬದಿಗಿಟ್ಟು ಸಮಾಜ ನಿರ್ಮಾಣದಲ್ಲಿ ತೊಡಗಿಸಿಕೊಂಡಿದ್ದಾರೆ. ವಿಶ್ವಕರ್ಮ ಸಮುದಾಯದ ಮುಖಂಡರು, ತಾಲೂಕು ಆಡಳಿತದ ಅಧಿಕಾರಿಗಳು, ಸಿಬ್ಬಂದಿ ಉಪಸ್ಥಿತರಿದ್ದರು.: [990, 599, 1300, 822]
kirusuddi-story1-body: [40, 337, 260, 799]
kirusuddi-photo1: [40, 222, 260, 332]
bus-body: [40, 1692, 245, 1982]
arrow-icon: [234, 105, 250, 141]
temple-body2: ದೇವಾಲಯದ ಮುಖಮಂಟಪ ಮತ್ತು ದೇಗುಲ ಆವರಣದಲ್ಲಿ ಭಕ್ತರಿಗೆ ಅನುಕೂಲವಾಗುವಂತೆ ಕುಡಿಯುವ ನೀರು ಹಾಗೂ ಶೌಚಾಲಯ ವ್ಯವಸ್ಥೆ ಕಲ್ಪಿಸಬೇಕು. ಹಬ್ಬ ಹರಿದಿನಗಳಲ್ಲಿ ಹೆಚ್ಚಿನ ಭಕ್ತರು ಬರುವುದರಿಂದ ಹೆಚ್ಚುವರಿ ಸಿಬ್ಬಂದಿ ನಿಯೋಜಿಸಬೇಕು. ದೇವಾಲಯಗಳಲ್ಲಿ ಸಂಗ್ರಹವಾಗುವ ಹೂವಿನ ತ್ಯಾಜ್ಯವನ್ನು ಗೊಬ್ಬರವಾಗಿ ಪರಿವರ್ತಿಸುವ ವ್ಯವಸ್ಥೆ ಮಾಡಬೇಕು. ಈ ಕುರಿತು ಇಲಾಖೆಯ ಆಯುಕ್ತರು ಸುತ್ತೋಲೆ ಹೊರಡಿಸಿದ್ದಾರೆ ಎಂದು ತಿಳಿಸಿದರು.: [488, 1079, 668, 1227]
jamboo-headline: ನಾಳೆ ವಿಶ್ವವಿಖ್ಯಾತ ದಸರಾ ಜಂಬೂಸವಾರಿ ಮೆರವಣಿಗೆ: [688, 1074, 1188, 1109]
row-rule-2: [295, 1035, 1300, 1036]
jamboo-body3: ಕ್ಯಾಪ್ಟನ್ ಅಭಿಮನ್ಯು ತನ್ನ ಬೆನ್ನ ಮೇಲೆ ಚಿನ್ನದ ಅಂಬಾರಿ ಹೊತ್ತು ರಾಜಬೀದಿಯಲ್ಲಿ ಸಾಗಲಿದ್ದು, ಇದನ್ನು ಕಣ್ತುಂಬಿಕೊಳ್ಳಲು ದೇಶ ವಿದೇಶಗಳಿಂದ ಪ್ರವಾಸಿಗರು ಆಗಮಿಸಿದ್ದಾರೆ. ಮೆರವಣಿಗೆಯಲ್ಲಿ 48 ಸಾವಿರ ಆಸನಗಳ ವ್ಯವಸ್ಥೆ ಕಲ್ಪಿಸಲಾಗಿದೆ. ಪಂಜಿನ ಕವಾಯತು ಬನ್ನಿಮಂಟಪ ಮೈದಾನದಲ್ಲಿ ನಡೆಯಲಿದೆ.: [1105, 1313, 1300, 1401]
kirusuddi-story2-body: [40, 1098, 260, 1568]
masthead-rule-left: [180, 30, 420, 33]
bus-kicker: ವಾಹನ ಸಂಚಾರಕ್ಕೆ ಅಡ್ಡಿಯಾಗದಂತೆ ಕ್ರಮ ಕೈಗೊಳ್ಳಿ: ಪಿಡಿಒ: [40, 1595, 353, 1615]
tapcms-photo: [898, 1648, 1300, 1773]
kirusuddi-story2-text: ತುಮಕೂರು ದಸರಾ ಉತ್ಸವವು ಕೇವಲ ಸಾಂಸ್ಕೃತಿಕ ಮತ್ತು ಧಾರ್ಮಿಕ ಆಚರಣೆಗೆ ಮಾತ್ರವಲ್ಲದೆ, ವಿವಿಧ ಕ್ರೀಡೆಗಳನ್ನು ಆಯೋಜಿಸುವ ಮೂಲಕ ಕ್ರೀಡೆಗಳಿಗೂ ಮಹತ್ವ ನೀಡಿದೆ ಎಂದು ಜಿಲ್ಲಾ ಪಂಚಾಯತ್ ಮುಖ್ಯ ಕಾರ್ಯನಿರ್ವಾಹಕಾಧಿಕಾರಿ ಜಿ.ಪ್ರಭು ಹೇಳಿದರು. ಜಿಲ್ಲಾಡಳಿತ, ಜಿಲ್ಲಾ ಪಂಚಾಯಿತಿ, ಯುವ ಸಬಲೀಕರಣ ಮತ್ತು ಕ್ರೀಡಾ ಇಲಾಖೆ ಹಾಗೂ ಜಿಲ್ಲಾ ಕ್ರೀಡಾ ಸಂಘ ಸಂಸ್ಥೆಗಳ ಸಂಯುಕ್ತಾಶ್ರಯದಲ್ಲಿ ನಗರದ ಮಹಾತ್ಮ ಗಾಂಧಿ ಒಳಾಂಗಣ ಕ್ರೀಡಾಂಗಣದಲ್ಲಿ ಆಯೋಜಿಸಲಾಗಿದ್ದ ಹೊನಲು ಬೆಳಕಿನ ಕಬಡ್ಡಿ ಪಂದ್ಯಾವಳಿಯನ್ನು ಉದ್ಘಾಟಿಸಿ ಮಾತನಾಡಿದ ಅವರು, ತುಮಕೂರು ದಸರಾ ಉತ್ಸವವು ಕೇವಲ ಸಾಂಸ್ಕೃತಿಕ ಮತ್ತು ಧಾರ್ಮಿಕ ಆಚರಣೆ ಮಾತ್ರವಲ್ಲದೆ, ಕ್ರೀಡೆಗಳ ಮೂಲಕ ಸಮುದಾಯದಲ್ಲಿ ಐಕ್ಯತೆ, ಸಹಕಾರ, ಬಾಂಧವ್ಯ ಮತ್ತು ಸ್ಪರ್ಧಾತ್ಮಕ ಮನೋಭಾವ ಬೆಳೆಸುವ ಮಹೋನ್ನತ ಉದ್ದೇಶ ಹೊಂದಿದೆ. ಕ್ರೀಡೆಗಳು ಯುವಜನತೆಯಲ್ಲಿ ದೈಹಿಕ ಮತ್ತು ಮಾನಸಿಕ ಸದೃಢತೆಯನ್ನು ಬೆಳೆಸುತ್ತವೆ ಎಂದರು. ಕಬಡ್ಡಿ ಪಂದ್ಯಾವಳಿಯಲ್ಲಿ ಒಟ್ಟು 10 ಮಹಿಳಾ ತಂಡ ಹಾಗೂ 21 ಪುರುಷರ ತಂಡಗಳು ಭಾಗವಹಿಸಿದ್ದವು. ಜಿಲ್ಲಾ ಕ್ರೀಡಾ ಸಂಘದ ಪದಾಧಿಕಾರಿಗಳು, ಕ್ರೀಡಾಪಟುಗಳು ಉಪಸ್ಥಿತರಿದ್ದರು.: [40, 1099, 260, 1367]
row-rule-1: [295, 508, 1300, 509]
bus-text: ಬಸ್ ನಿಲ್ದಾಣಕ್ಕೆ ವಾಹನ ಸಂಚಾರಕ್ಕೆ ತೊಂದರೆ ಆಗದಂತೆ ಕ್ರಮ ಕೈಗೊಳ್ಳಬೇಕು ಎಂದು ಗ್ರಾಮ ಪಂಚಾಯಿತಿ ಅಭಿವೃದ್ಧಿ ಅಧಿಕಾರಿ ಸೂಚಿಸಿದರು. ಗ್ರಾಮದ ಜನರ ಬಹುದಿನಗಳ ಬೇಡಿಕೆಯಾದ ಬಸ್ ನಿಲ್ದಾಣ ನಿರ್ಮಾಣಕ್ಕೆ ಟೆಂಡರ್ ಕರೆಯಲಾಗಿದೆ. ಕೊರಟಗೆರೆ ತಾಲೂಕಿನ ಗ್ರಾಮ ಪಂಚಾಯಿತಿಯಲ್ಲಿ ಸಾರ್ವಜನಿಕರಿಗೆ ಅನುಕೂಲವಾಗುವಂತೆ ಬಸ್ ನಿಲ್ದಾಣ ನಿರ್ಮಿಸಲು ಉದ್ದೇಶಿಸಲಾಗಿದೆ. ಪ್ರಯಾಣಿಕರಿಗೆ ಮಳೆ, ಬಿಸಿಲಿನಿಂದ ರಕ್ಷಣೆ ಸಿಗಲಿದೆ. ಕೊರಟಗೆರೆ ಗ್ರಾಮ ಪಂಚಾಯಿತಿ ವತಿಯಿಂದ ಅಕ್ಟೋಬರ್ 2025ರಿಂದ ನವೆಂಬರ್ 2026ರವರೆಗಿನ ಅವಧಿಗೆ ಬಸ್ ನಿಲ್ದಾಣ ಹರಾಜು ಪ್ರಕ್ರಿಯೆಯಲ್ಲಿ ಭಾಗವಹಿಸಬಹುದು. ಆಸಕ್ತರು ನಿಗದಿತ ದಿನಾಂಕದೊಳಗೆ ಅರ್ಜಿ ಸಲ್ಲಿಸಬೇಕು.: [40, 1693, 245, 1871]
kirusuddi-story1-dateline: ತುಮಕೂರು:: [40, 338, 86, 351]
lead-body-text: ವಿಜಯ ದಶಮಿ ದಿನವಾದ ಗುರುವಾರ ನಗರದ ಅರಮನೆಯ ಆವರಣದಲ್ಲಿ ಸಾಂಪ್ರದಾಯಿಕ ವಜ್ರಮುಷ್ಠಿ ಕಾಳಗ ನಡೆಯಲಿದೆ. ಇದಕ್ಕಾಗಿ ಮಣ್ಣಿನ ಅಖಾಡವನ್ನು ಪರಿಣಿತರು ಸಜ್ಜುಗೊಳಿಸಿದ್ದಾರೆ. ಅರಮನೆಯ ಮುಖ್ಯದ್ವಾರದ ಸಮೀಪ ಅಖಾಡ ಸಿದ್ಧವಾಗಿದ್ದು, ಜಟ್ಟಿಗಳ ಕಾದಾಟ ನೋಡಲು ಸಾರ್ವಜನಿಕರು ಕಾತರದಿಂದ ಕಾಯುತ್ತಿದ್ದಾರೆ. ಈ ಬಾರಿ ಜೋಡಿ ಜಟ್ಟಿಗಳು ವಜ್ರಮುಷ್ಠಿ ಆಯುಧ ಧರಿಸಿ ಕಾದಾಡಲಿದ್ದಾರೆ. ಮೊದಲು ರಕ್ತ ಹರಿಯುವವರೆಗೆ ಕಾಳಗ ನಡೆಯಲಿದ್ದು, ಬಳಿಕ ವಿಜಯಿ ಜಟ್ಟಿಯನ್ನು ಘೋಷಿಸಲಾಗುತ್ತದೆ.: [300, 223, 502, 371]
masthead-day: ಬುಧವಾರ: [70, 22, 112, 37]
